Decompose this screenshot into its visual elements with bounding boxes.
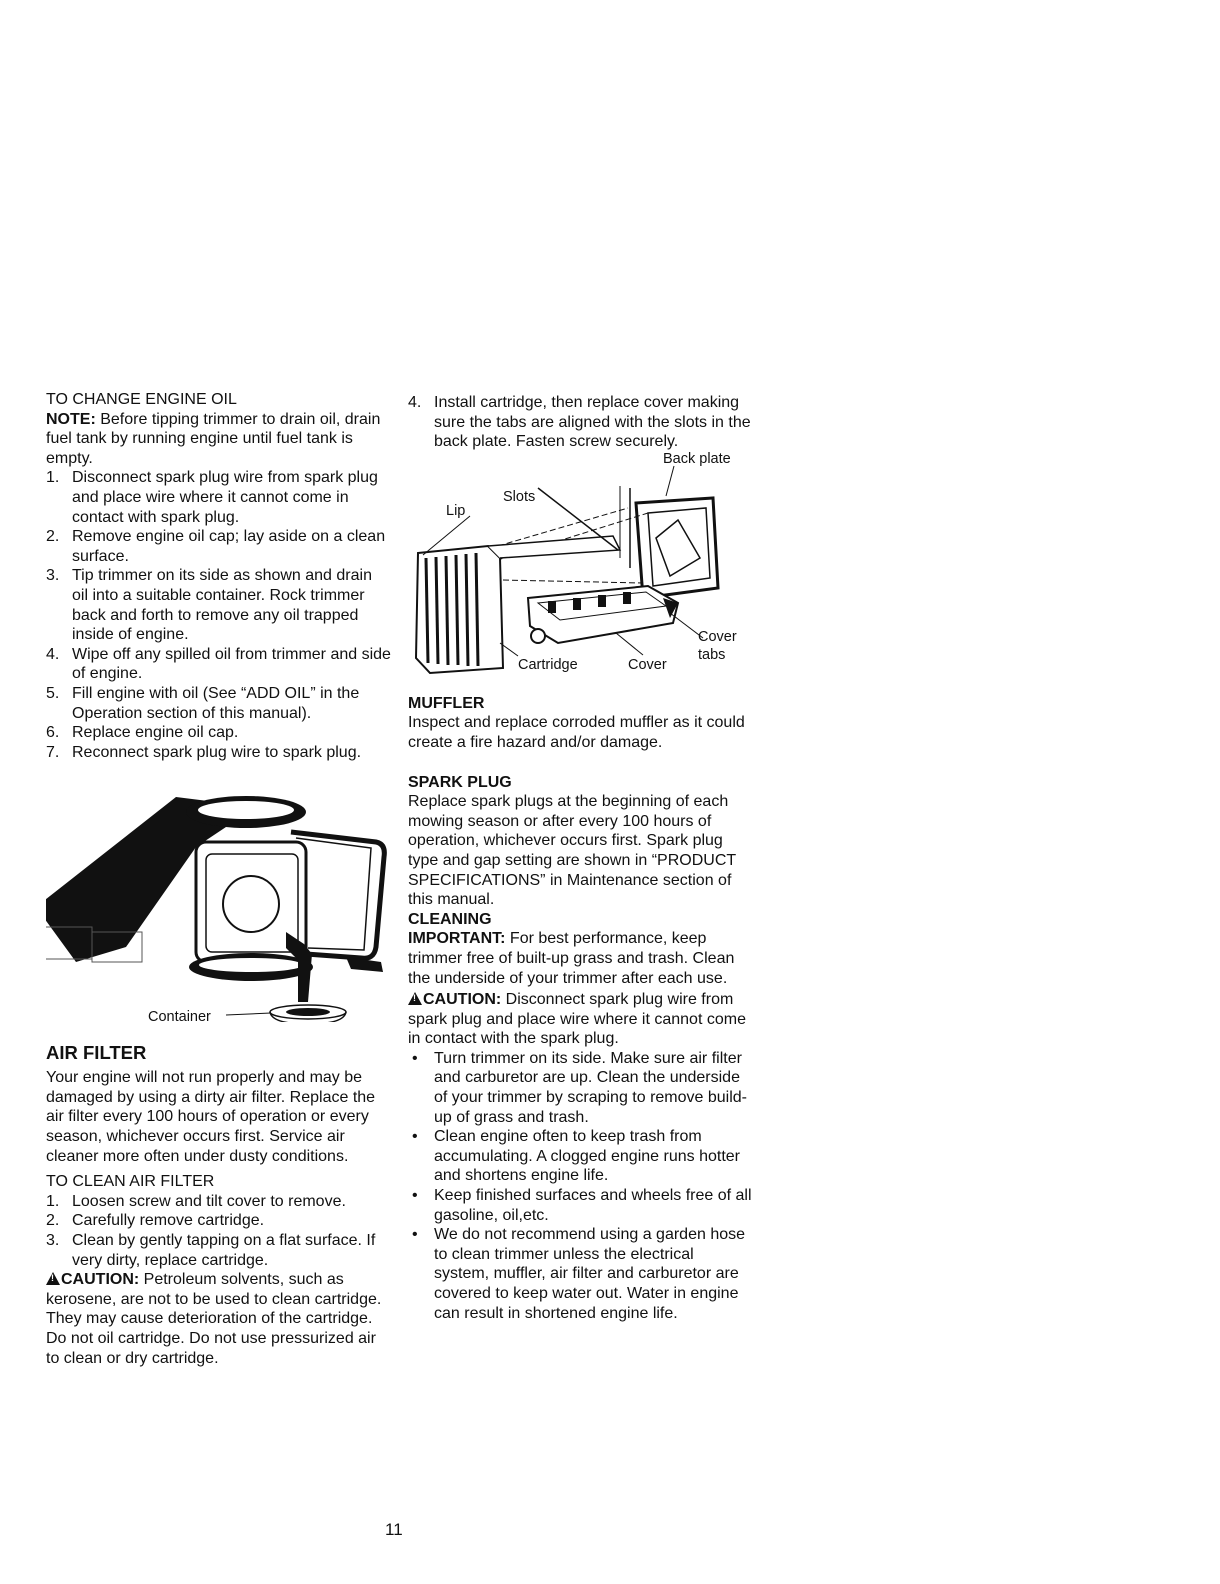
caution-text: Disconnect spark plug wire from spark plug and place wire where it cannot come in contact with the spark plug. bbox=[408, 991, 746, 1048]
slots-label: Slots bbox=[503, 488, 536, 505]
clean-air-steps bbox=[46, 1192, 391, 1270]
muffler-heading: MUFFLER bbox=[408, 694, 485, 712]
list-item: 4. Install cartridge, then replace cover making sure the tabs are aligned with the slots in the back plate. Fasten screw securely. bbox=[408, 394, 751, 451]
warning-icon bbox=[408, 992, 422, 1005]
oil-drain-illustration bbox=[46, 772, 391, 1026]
air-filter-caution bbox=[46, 1270, 391, 1368]
list-item: 2. Remove engine oil cap; lay aside on a clean surface. bbox=[46, 528, 386, 565]
list-item: 1. Disconnect spark plug wire from spark plug and place wire where it cannot come in contact with spark plug. bbox=[46, 469, 378, 526]
clean-air-heading: TO CLEAN AIR FILTER bbox=[46, 1173, 215, 1191]
caution-label: CAUTION: bbox=[423, 991, 502, 1009]
important-text: For best performance, keep trimmer free of built-up grass and trash. Clean the underside of your trimmer after each use. bbox=[408, 930, 735, 987]
left-column bbox=[46, 390, 391, 1368]
cover-tabs-label-2: tabs bbox=[698, 646, 726, 663]
container-label: Container bbox=[148, 1009, 211, 1026]
oil-note bbox=[46, 410, 391, 469]
spark-plug-text: Replace spark plugs at the beginning of each mowing season or after every 100 hours of operation, whichever occurs first. Spark plug type and gap setting are shown in “PRODUCT SPECIFICATIONS” in Maintenance section of this manual. bbox=[408, 793, 736, 909]
air-filter-text: Your engine will not run properly and may be damaged by using a dirty air filter. Replace the air filter every 100 hours of operation or every season, whichever occurs first. Service air cleaner more often under dusty conditions. bbox=[46, 1069, 376, 1165]
back-plate-label: Back plate bbox=[663, 450, 731, 467]
list-item: • Keep finished surfaces and wheels free of all gasoline, oil,etc. bbox=[412, 1187, 752, 1224]
list-item: 5. Fill engine with oil (See “ADD OIL” in the Operation section of this manual). bbox=[46, 684, 360, 722]
list-item: • Clean engine often to keep trash from accumulating. A clogged engine runs hotter and shortens engine life. bbox=[412, 1128, 740, 1185]
caution-label: CAUTION: bbox=[61, 1271, 140, 1289]
note-label: NOTE: bbox=[46, 410, 96, 428]
list-item: • We do not recommend using a garden hose to clean trimmer unless the electrical system, muffler, air filter and carburetor are covered to keep water out. Water in engine can result in shortened engine life. bbox=[412, 1226, 746, 1322]
list-item: 1. Loosen screw and tilt cover to remove. bbox=[46, 1192, 346, 1210]
oil-heading: TO CHANGE ENGINE OIL bbox=[46, 391, 237, 408]
cover-label: Cover bbox=[628, 656, 667, 673]
muffler-text: Inspect and replace corroded muffler as it could create a fire hazard and/or damage. bbox=[408, 714, 745, 751]
page-number: 11 bbox=[385, 1520, 403, 1539]
install-step bbox=[408, 393, 753, 452]
caution-text: Petroleum solvents, such as kerosene, are not to be used to clean cartridge. They may cause deterioration of the cartridge. Do not oil cartridge. Do not use pressurized air to clean or dry cartridge. bbox=[46, 1271, 382, 1367]
lip-label: Lip bbox=[446, 502, 466, 519]
important-label: IMPORTANT: bbox=[408, 930, 506, 948]
note-text: Before tipping trimmer to drain oil, drain fuel tank by running engine until fuel tank is empty. bbox=[46, 410, 381, 467]
cleaning-bullets bbox=[408, 1049, 753, 1323]
list-item: 6. Replace engine oil cap. bbox=[46, 724, 239, 742]
air-filter-illustration bbox=[408, 450, 753, 688]
list-item: 7. Reconnect spark plug wire to spark plug. bbox=[46, 743, 362, 761]
spark-plug-heading: SPARK PLUG bbox=[408, 773, 512, 791]
cleaning-caution bbox=[408, 990, 753, 1049]
trimmer-drain-drawing bbox=[46, 772, 391, 1022]
cleaning-heading: CLEANING bbox=[408, 910, 492, 928]
air-filter-heading: AIR FILTER bbox=[46, 1042, 147, 1064]
cartridge-label: Cartridge bbox=[518, 656, 578, 673]
right-column bbox=[408, 393, 753, 1323]
oil-steps bbox=[46, 468, 391, 762]
cover-tabs-label-1: Cover bbox=[698, 628, 737, 645]
warning-icon bbox=[46, 1272, 60, 1285]
list-item: 3. Clean by gently tapping on a flat surface. If very dirty, replace cartridge. bbox=[46, 1232, 376, 1269]
important-note bbox=[408, 929, 753, 988]
list-item: 4. Wipe off any spilled oil from trimmer and side of engine. bbox=[46, 645, 391, 683]
list-item: • Turn trimmer on its side. Make sure air filter and carburetor are up. Clean the underside of your trimmer by scraping to remove build-up of grass and trash. bbox=[412, 1049, 747, 1126]
list-item: 3. Tip trimmer on its side as shown and drain oil into a suitable container. Rock trimmer back and forth to remove any oil trapped inside of engine. bbox=[46, 567, 372, 644]
list-item: 2. Carefully remove cartridge. bbox=[46, 1212, 265, 1230]
